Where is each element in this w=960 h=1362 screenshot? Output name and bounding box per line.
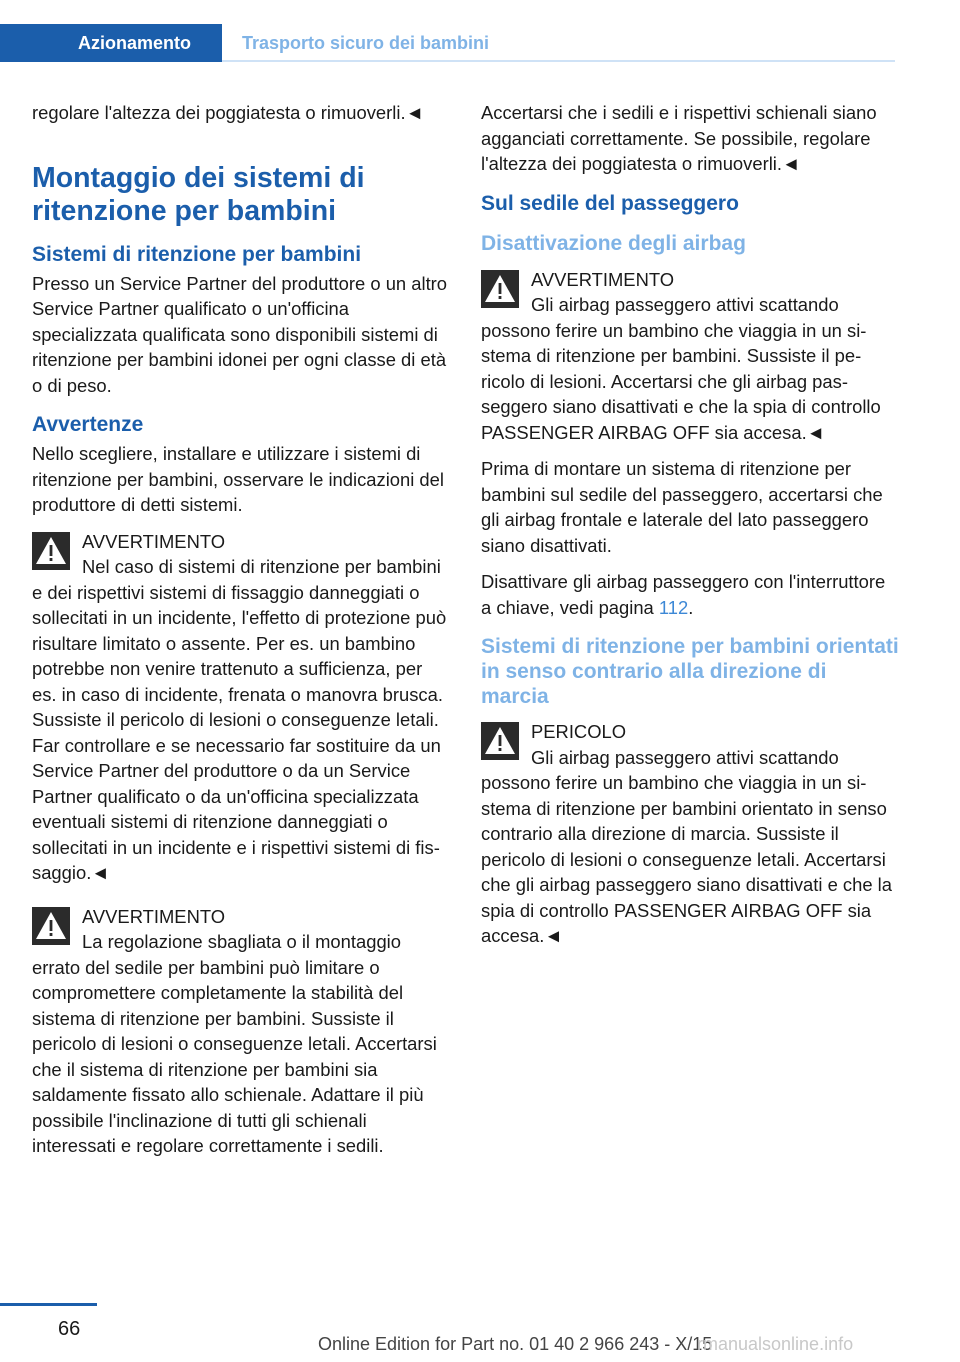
intro-text: regolare l'altezza dei poggiatesta o rimuoverli.◄	[32, 102, 424, 123]
warning-text: La regolazione sbagliata o il montaggio errato del sedile per bambini può limitare o compromettere completamente la stabilità del sistema di ritenzione per bambini. Sussiste il pericolo di lesioni o conseguenze letali. Accertarsi che il sistema di ritenzione per bambini sia saldamente fissato allo schienale. Adattare il più possibile l'inclinazione di tutti gli schienali interessati e regolare correttamente i sedili.	[32, 931, 437, 1156]
warning-text: Gli airbag passeggero attivi scattando possono ferire un bambino che viaggia in un sistema di ritenzione per bambini. Sussiste il pericolo di lesioni. Accertarsi che gli airbag passeggero siano disattivati e che la spia di controllo PASSENGER AIRBAG OFF sia accesa.◄	[481, 294, 881, 443]
intro-text: Accertarsi che i sedili e i rispettivi schienali siano agganciati correttamente. Se possibile, regolare l'altezza dei poggiatesta o rimuoverli.◄	[481, 102, 877, 174]
danger-block	[481, 719, 899, 949]
warning-triangle-icon	[32, 907, 70, 945]
section-tab[interactable]: Azionamento	[0, 24, 222, 62]
page-header	[0, 0, 895, 62]
warning-triangle-icon	[481, 722, 519, 760]
paragraph-warnings: Nello scegliere, installare e utilizzare i sistemi di ritenzione per bambini, osservare le indicazioni del produttore di detti sistemi.	[32, 443, 444, 515]
footer-rule	[0, 1303, 97, 1306]
header-rule	[222, 60, 895, 62]
paragraph-before: Prima di montare un sistema di ritenzione per bambini sul sedile del passeggero, accertarsi che gli airbag frontale e laterale del lato passeggero siano disattivati.	[481, 458, 883, 556]
warning-title: AVVERTIMENTO	[531, 268, 675, 290]
chapter-tab[interactable]: Trasporto sicuro dei bambini	[242, 33, 490, 53]
danger-title: PERICOLO	[531, 721, 627, 742]
paragraph-systems: Presso un Service Partner del produttore o un altro Service Partner qualificato o un'officina specializzata qualificata sono disponibili sistemi di ritenzione per bambini idonei per ogni classe di età o di peso.	[32, 272, 448, 396]
subheading-warnings: Avvertenze	[32, 413, 144, 436]
warning-text: Nel caso di sistemi di ritenzione per bambini e dei rispettivi sistemi di fissaggio danneggiati o sollecitati in un incidente, l'effetto di protezione può risultare limitato o assente. Per es. un bambino potrebbe non venire trattenuto a sufficienza, per es. in caso di incidente, frenata o manovra brusca. Sussiste il pericolo di lesioni o conseguenze letali. Far controllare e se necessario far sostituire da un Service Partner del produttore o da un Service Partner qualificato o da un'officina specializzata eventuali sistemi di ritenzione danneggiati o sollecitati in un incidente e i rispettivi sistemi di fissaggio.◄	[32, 556, 447, 883]
subheading-rearward: Sistemi di ritenzione per bambini orientati in senso contrario alla direzione di marcia	[481, 635, 899, 708]
page-number: 66	[58, 1318, 81, 1340]
warning-triangle-icon	[32, 532, 70, 570]
right-column	[481, 100, 899, 960]
section-heading: Montaggio dei sistemi di ritenzione per bambini	[32, 161, 365, 227]
warning-title: AVVERTIMENTO	[82, 530, 226, 552]
watermark: rmanualsonline.info	[697, 1334, 854, 1354]
edition-note: Online Edition for Part no. 01 40 2 966 243 - X/15	[318, 1334, 713, 1354]
deactivate-end: .	[688, 596, 694, 618]
subheading-passenger: Sul sedile del passeggero	[481, 191, 739, 215]
paragraph-deactivate	[481, 569, 899, 620]
warning-block	[32, 904, 450, 1159]
warning-block	[32, 529, 450, 886]
danger-text: Gli airbag passeggero attivi scattando possono ferire un bambino che viaggia in un sistema di ritenzione per bambini orientato in senso contrario alla direzione di marcia. Sussiste il pericolo di lesioni o conseguenze letali. Accertarsi che gli airbag passeggero siano disattivati e che la spia di controllo PASSENGER AIRBAG OFF sia accesa.◄	[481, 746, 892, 946]
warning-block	[481, 267, 899, 446]
subheading-airbag: Disattivazione degli airbag	[481, 231, 746, 255]
subheading-systems: Sistemi di ritenzione per bambini	[32, 242, 362, 266]
deactivate-text: Disattivare gli airbag passeggero con l'interruttore a chiave, vedi pagina	[481, 571, 886, 618]
warning-triangle-icon	[481, 270, 519, 308]
page-link[interactable]: 112	[658, 596, 689, 618]
warning-title: AVVERTIMENTO	[82, 905, 226, 927]
left-column	[32, 100, 450, 1170]
